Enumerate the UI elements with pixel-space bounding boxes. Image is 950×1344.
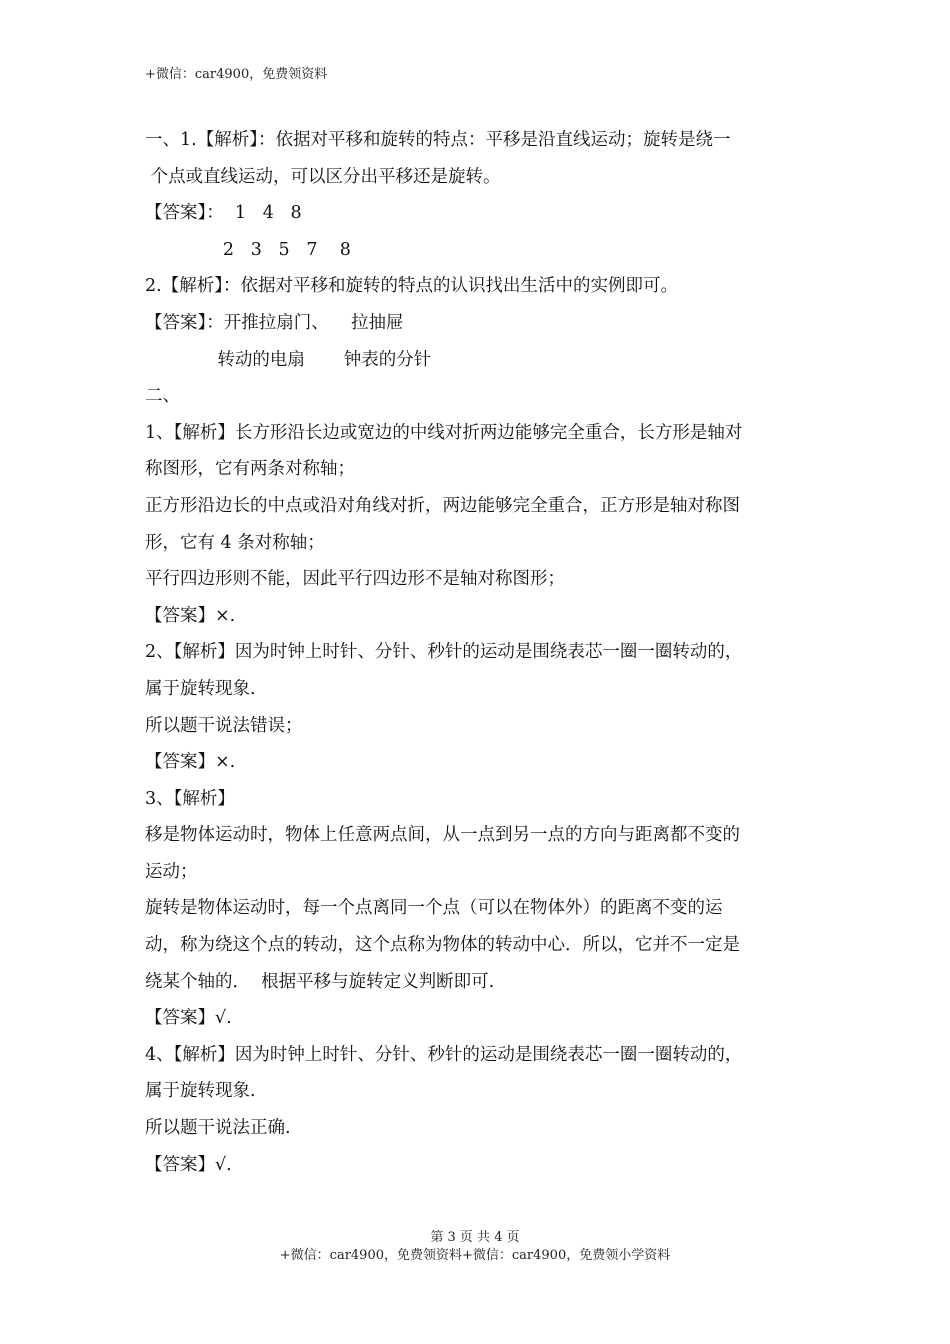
text-line: 旋转是物体运动时，每一个点离同一个点（可以在物体外）的距离不变的运 [145,898,723,919]
text-line: 2.【解析】：依据对平移和旋转的特点的认识找出生活中的实例即可。 [145,276,678,297]
text-line: 正方形沿边长的中点或沿对角线对折，两边能够完全重合，正方形是轴对称图 [145,495,740,516]
text-line: 【答案】×. [145,752,236,773]
section-heading: 二、 [145,386,180,407]
text-line: 形，它有 4 条对称轴； [145,532,325,553]
page-footer: +微信：car4900，免费领资料+微信：car4900，免费领小学资料 [279,1248,671,1263]
text-line: 平行四边形则不能，因此平行四边形不是轴对称图形； [145,569,565,590]
text-line: 个点或直线运动，可以区分出平移还是旋转。 [145,166,501,187]
page-number: 第 3 页 共 4 页 [430,1230,520,1245]
text-line: 【答案】：开推拉扇门、 拉抽屉 [145,312,404,333]
text-line: 移是物体运动时，物体上任意两点间，从一点到另一点的方向与距离都不变的 [145,825,740,846]
text-line: 【答案】×. [145,605,236,626]
text-line: 4、【解析】因为时钟上时针、分针、秒针的运动是围绕表芯一圈一圈转动的， [145,1044,743,1065]
text-line: 绕某个轴的． 根据平移与旋转定义判断即可. [145,971,495,992]
text-line: 2 3 5 7 8 [145,239,351,260]
text-line: 【答案】： 1 4 8 [145,203,302,224]
text-line: 2、【解析】因为时钟上时针、分针、秒针的运动是围绕表芯一圈一圈转动的， [145,642,743,663]
text-line: 1、【解析】长方形沿长边或宽边的中线对折两边能够完全重合，长方形是轴对 [145,422,743,443]
text-line: 动，称为绕这个点的转动，这个点称为物体的转动中心．所以，它并不一定是 [145,935,740,956]
text-line: 运动； [145,861,198,882]
text-line: 所以题干说法错误； [145,715,303,736]
text-line: 属于旋转现象. [145,678,256,699]
text-line: 【答案】√. [145,1008,232,1029]
text-line: 【答案】√. [145,1154,232,1175]
text-line: 转动的电扇 钟表的分针 [145,349,432,370]
page-header: +微信：car4900，免费领资料 [145,67,328,82]
text-line: 所以题干说法正确. [145,1118,291,1139]
text-line: 属于旋转现象. [145,1081,256,1102]
text-line: 3、【解析】 [145,788,235,809]
document-body [145,122,815,1183]
text-line: 称图形，它有两条对称轴； [145,459,355,480]
text-line: 一、1.【解析】：依据对平移和旋转的特点：平移是沿直线运动；旋转是绕一 [145,130,731,150]
